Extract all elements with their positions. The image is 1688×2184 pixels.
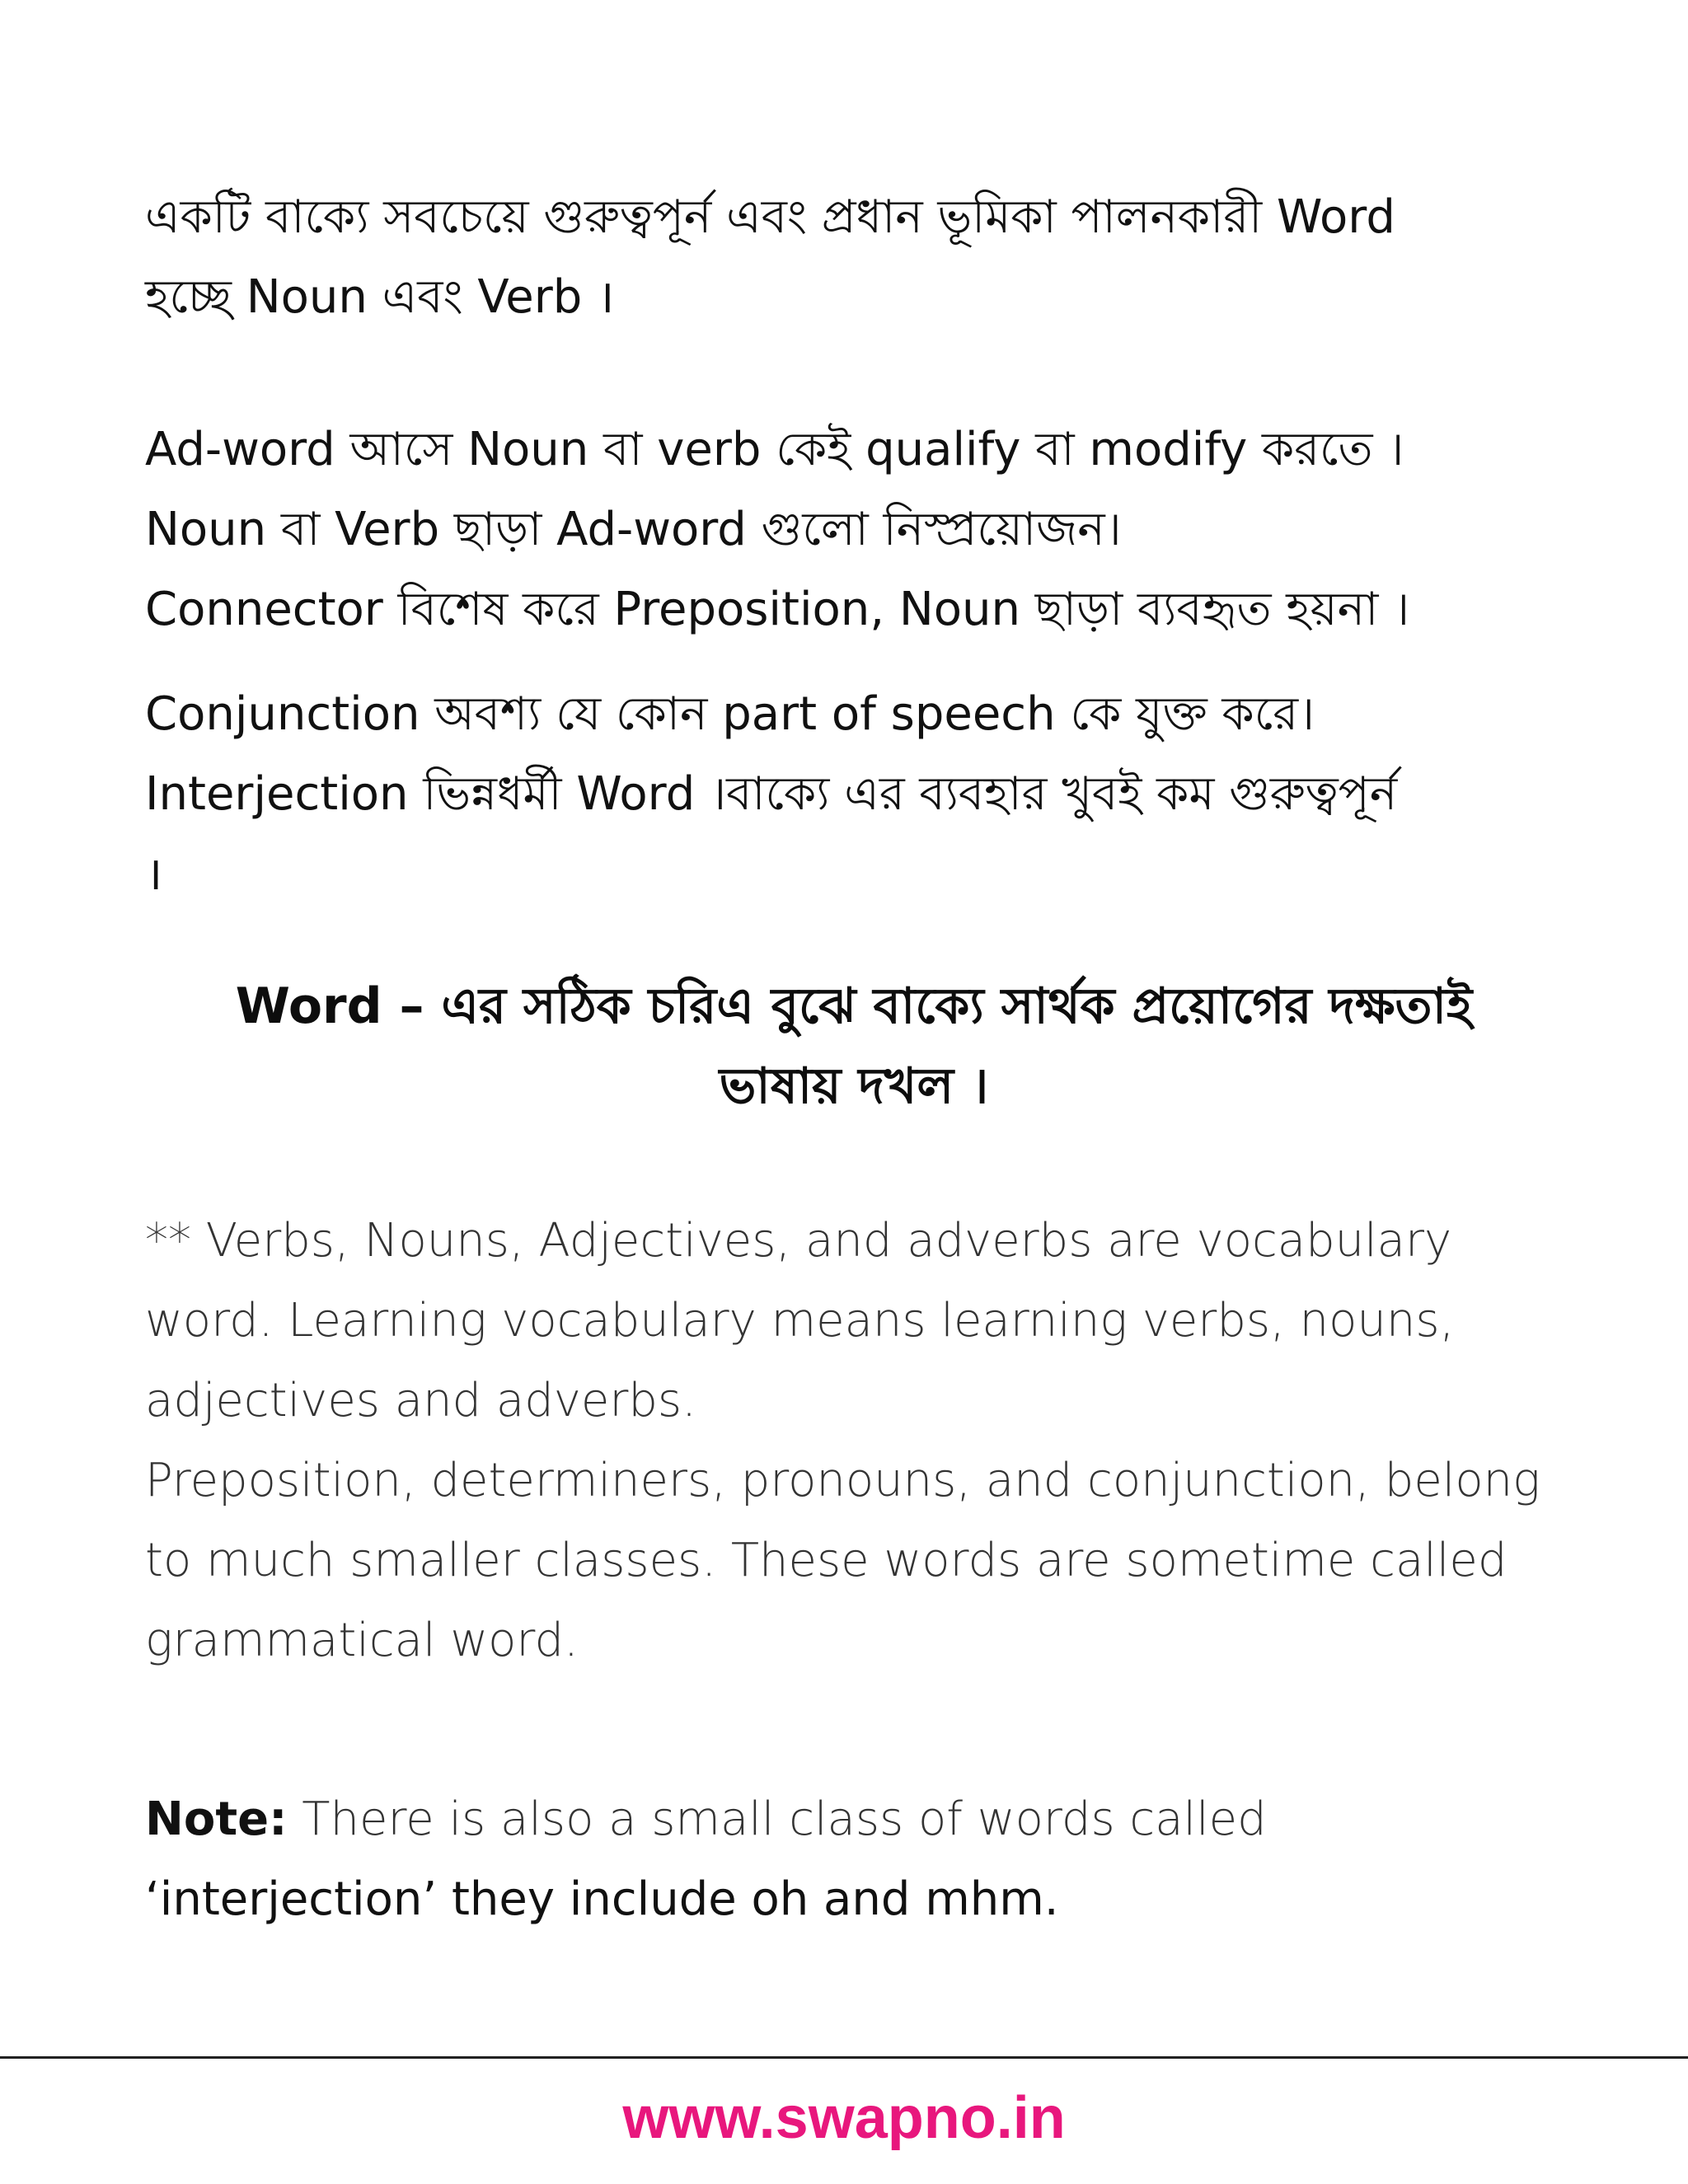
text-line: Noun বা Verb ছাড়া Ad-word গুলো নিস্প্রয়োজন। [145,503,1122,556]
text-line: to much smaller classes. These words are sometime called [145,1534,1507,1587]
page-body [145,177,1563,1985]
text-line: একটি বাক্যে সবচেয়ে গুরুত্বপূর্ন এবং প্রধান ভূমিকা পালনকারী Word [145,190,1395,244]
text-line: হচ্ছে Noun এবং Verb । [145,270,615,324]
text-line: Conjunction অবশ্য যে কোন part of speech কে যুক্ত করে। [145,687,1315,741]
note-text: There is also a small class of words called [287,1793,1267,1846]
text-line: word. Learning vocabulary means learning verbs, nouns, [145,1294,1455,1347]
note-line-2: ‘interjection’ they include oh and mhm. [145,1872,1059,1926]
text-line: grammatical word. [145,1614,579,1667]
text-line: Connector বিশেষ করে Preposition, Noun ছাড়া ব্যবহৃত হয়না । [145,583,1410,636]
footer-website-link[interactable]: www.swapno.in [622,2085,1066,2151]
text-line: Preposition, determiners, pronouns, and conjunction, belong [145,1454,1540,1507]
heading-line: Word – এর সঠিক চরিএ বুঝে বাক্যে সার্থক প্রয়োগের দক্ষতাই [235,977,1473,1035]
paragraph-conjunction-interjection [145,674,1563,914]
text-line: Interjection ভিন্নধর্মী Word ।বাক্যে এর ব্যবহার খুবই কম গুরুত্বপূর্ন [145,767,1398,821]
paragraph-noun-verb [145,177,1563,337]
text-line: adjectives and adverbs. [145,1374,696,1427]
heading-line: ভাষায় দখল । [719,1057,989,1115]
text-line: Ad-word আসে Noun বা verb কেই qualify বা modify করতে । [145,423,1404,476]
footer-divider [0,2056,1688,2059]
note-line [145,1779,1563,1859]
paragraph-adword-connector [145,410,1563,649]
text-line: । [145,847,163,901]
note-label: Note: [145,1793,288,1846]
paragraph-note [145,1779,1563,1939]
text-line: ** Verbs, Nouns, Adjectives, and adverbs are vocabulary [145,1214,1452,1268]
section-heading [145,967,1563,1127]
paragraph-vocabulary-note [145,1201,1563,1680]
